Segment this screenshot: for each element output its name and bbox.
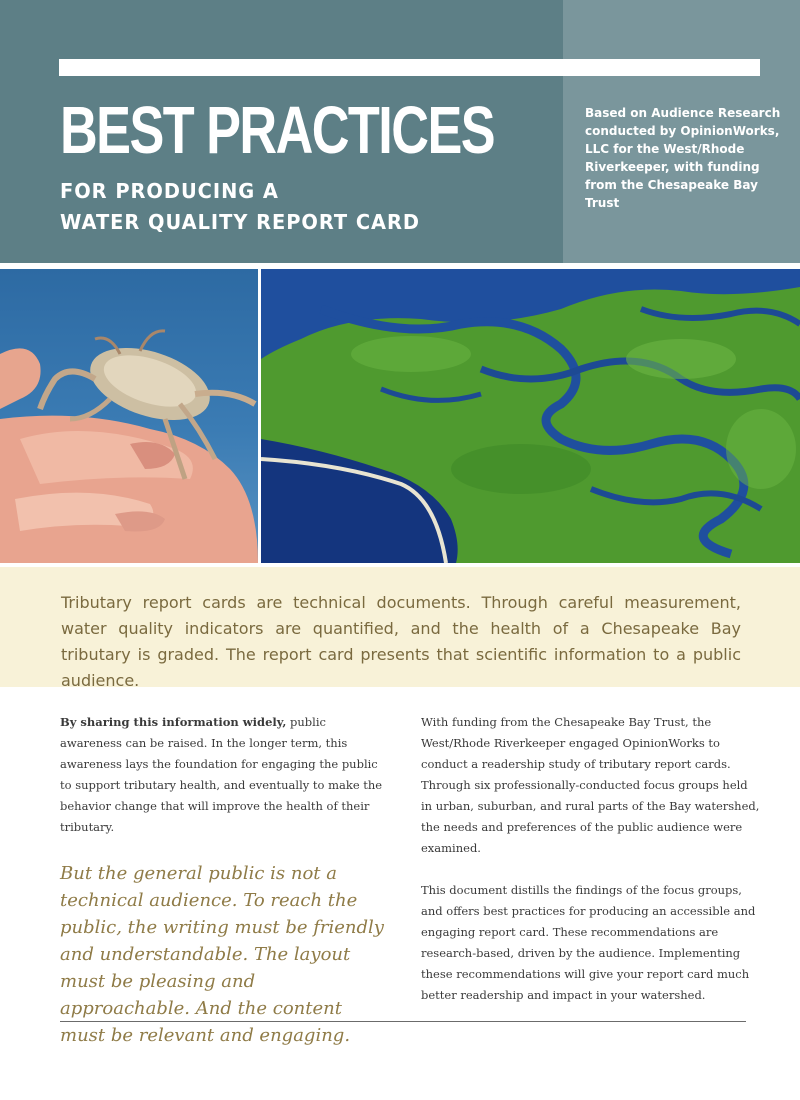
subtitle-line-1: FOR PRODUCING A [60,179,279,203]
page-title: BEST PRACTICES [60,93,495,168]
left-column [60,712,385,1049]
subtitle-line-2: WATER QUALITY REPORT CARD [60,210,420,234]
header-top-bar [59,59,760,76]
lead-in-text: By sharing this information widely, [60,715,287,729]
crab-photo [0,269,258,563]
footer-divider [60,1021,746,1022]
research-credit: Based on Audience Research conducted by OpinionWorks, LLC for the West/Rhode Riverkeeper, with funding from the Chesapeake Bay Trust [585,106,781,210]
marsh-aerial-photo [261,269,800,563]
photo-strip [0,269,800,563]
right-paragraph-1: With funding from the Chesapeake Bay Trust, the West/Rhode Riverkeeper engaged OpinionWorks to conduct a readership study of tributary report cards. Through six professionally-conducted focus groups held in urban, suburban, and rural parts of the Bay watershed, the needs and preferences of the public audience were examined. [421,715,760,855]
page-subtitle [60,176,420,238]
left-paragraph-body: public awareness can be raised. In the longer term, this awareness lays the foundation for engaging the public to support tributary health, and eventually to make the behavior change that will improve the health of their tributary. [60,715,383,834]
header-banner [0,0,800,263]
right-paragraph-2: This document distills the findings of the focus groups, and offers best practices for producing an accessible and engaging report card. These recommendations are research-based, driven by the audience. Implementing these recommendations will give your report card much better readership and impact in your watershed. [421,883,756,1002]
left-paragraph [60,712,385,838]
pullquote: But the general public is not a technical audience. To reach the public, the writing must be friendly and understandable. The layout must be pleasing and approachable. And the content must be relevant and engaging. [60,863,384,1046]
intro-text: Tributary report cards are technical documents. Through careful measurement, water quality indicators are quantified, and the health of a Chesapeake Bay tributary is graded. The report card presents that scientific information to a public audience. [61,593,741,690]
right-column [421,712,761,1006]
